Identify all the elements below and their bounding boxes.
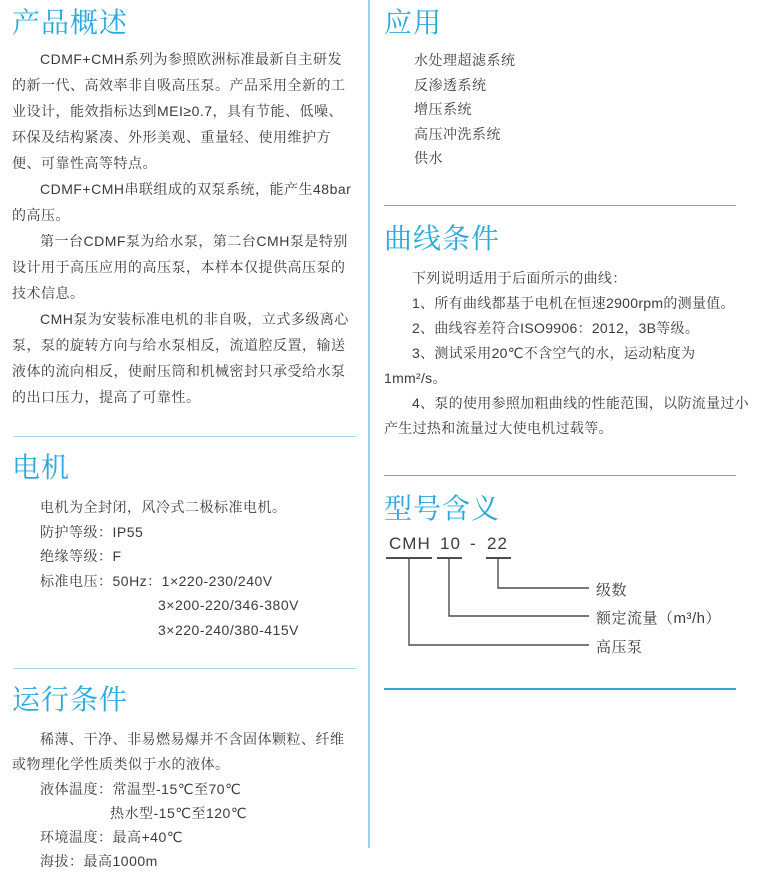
motor-intro: 电机为全封闭，风冷式二极标准电机。 xyxy=(40,499,287,515)
voltage-continuation: 3×220-240/380-415V xyxy=(158,621,299,638)
model-label-stages: 级数 xyxy=(596,581,628,599)
left-divider xyxy=(14,668,356,669)
operating-line-continuation: 热水型-15℃至120℃ xyxy=(110,805,248,821)
model-designation-title: 型号含义 xyxy=(384,492,501,524)
right-bottom-divider xyxy=(384,688,736,690)
curve-note: 1、所有曲线都基于电机在恒速2900rpm的测量值。 xyxy=(412,294,735,311)
spec-value: 50Hz：1×220-230/240V xyxy=(112,572,273,589)
section-motor xyxy=(12,451,356,642)
model-label-flow: 额定流量（m³/h） xyxy=(596,609,722,627)
product-overview-title: 产品概述 xyxy=(12,7,129,38)
application-item: 增压系统 xyxy=(414,101,472,117)
section-operating-conditions xyxy=(12,683,356,873)
spec-label: 防护等级： xyxy=(40,523,113,540)
curve-note: 2、曲线容差符合ISO9906：2012，3B等级。 xyxy=(412,319,700,336)
left-column xyxy=(0,0,368,873)
spec-label: 标准电压： xyxy=(40,572,113,589)
overview-paragraph: CDMF+CMH串联组成的双泵系统，能产生48bar的高压。 xyxy=(12,181,352,223)
operating-intro: 稀薄、干净、非易燃易爆并不含固体颗粒、纤维或物理化学性质类似于水的液体。 xyxy=(12,731,345,772)
right-divider xyxy=(384,205,736,206)
operating-conditions-title: 运行条件 xyxy=(12,684,129,715)
operating-line: 环境温度：最高+40℃ xyxy=(40,829,183,845)
spec-value: F xyxy=(112,548,122,564)
section-applications xyxy=(384,6,750,171)
overview-paragraph: CMH泵为安装标准电机的非自吸，立式多级离心泵，泵的旋转方向与给水泵相反，流道腔反置，输送液体的流向相反，使耐压筒和机械密封只承受给水泵的出口压力，提高了可靠性。 xyxy=(12,311,349,405)
curve-intro: 下列说明适用于后面所示的曲线： xyxy=(412,269,627,286)
applications-title: 应用 xyxy=(384,7,443,38)
model-code-stages: 22 xyxy=(487,533,508,553)
application-item: 水处理超滤系统 xyxy=(414,52,516,68)
motor-spec-row xyxy=(40,569,356,594)
voltage-continuation: 3×200-220/346-380V xyxy=(158,597,299,613)
model-code-flow: 10 xyxy=(440,533,461,553)
spec-label: 绝缘等级： xyxy=(40,548,113,564)
overview-paragraph: CDMF+CMH系列为参照欧洲标准最新自主研发的新一代、高效率非自吸高压泵。产品采用全新的工业设计，能效指标达到MEI≥0.7，具有节能、低噪、环保及结构紧凑、外形美观、重量轻、使用维护方便、可靠性高等特点。 xyxy=(12,51,346,171)
model-label-pump: 高压泵 xyxy=(596,638,643,656)
section-model-designation xyxy=(384,492,750,656)
model-code-dash: - xyxy=(470,533,477,553)
curve-note: 4、泵的使用参照加粗曲线的性能范围，以防流量过小产生过热和流量过大使电机过载等。 xyxy=(384,394,749,436)
motor-title: 电机 xyxy=(12,452,71,483)
applications-list xyxy=(384,48,750,171)
section-product-overview xyxy=(12,6,356,410)
overview-paragraph: 第一台CDMF泵为给水泵，第二台CMH泵是特别设计用于高压应用的高压泵，本样本仅提供高压泵的技术信息。 xyxy=(12,233,348,301)
right-divider xyxy=(384,475,736,476)
model-code-series: CMH xyxy=(389,533,431,553)
left-divider xyxy=(14,436,356,437)
right-column xyxy=(370,0,780,873)
curve-note: 3、测试采用20℃不含空气的水，运动粘度为1mm²/s。 xyxy=(384,344,696,386)
application-item: 供水 xyxy=(414,150,443,166)
motor-spec-row xyxy=(40,520,356,545)
section-curve-conditions xyxy=(384,222,750,441)
model-code-diagram xyxy=(384,534,750,656)
operating-line: 海拔：最高1000m xyxy=(40,853,158,869)
curve-conditions-title: 曲线条件 xyxy=(384,222,501,254)
motor-spec-row xyxy=(40,544,356,569)
application-item: 高压冲洗系统 xyxy=(414,125,501,142)
model-connector-lines xyxy=(384,534,744,656)
application-item: 反渗透系统 xyxy=(414,76,487,93)
operating-line: 液体温度：常温型-15℃至70℃ xyxy=(40,781,242,797)
spec-value: IP55 xyxy=(112,523,144,540)
